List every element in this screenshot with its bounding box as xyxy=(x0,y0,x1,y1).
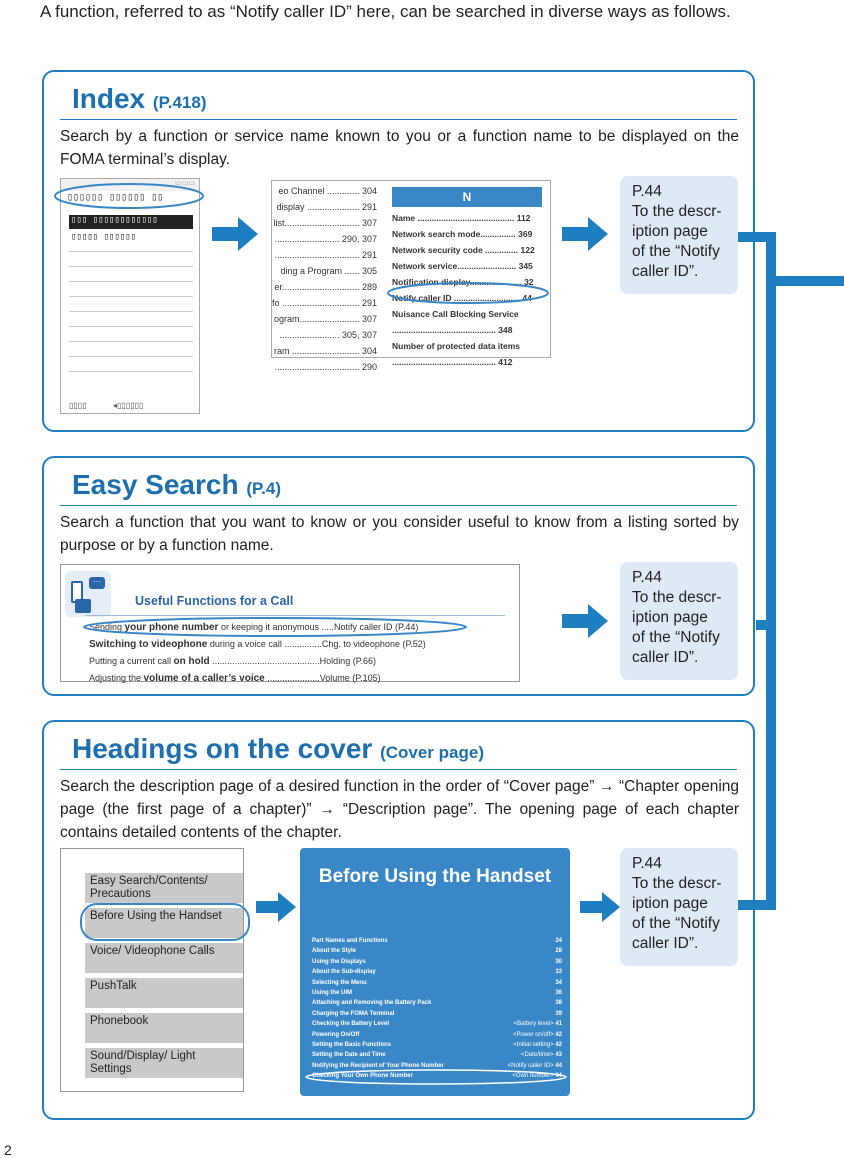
cover-panel xyxy=(42,720,755,1120)
index-entry: list.............................. 307 xyxy=(273,218,377,228)
card-line: caller ID”. xyxy=(632,263,699,280)
toc-row xyxy=(312,936,562,946)
index-entry: .................................. 291 xyxy=(274,250,377,260)
connector-line xyxy=(776,276,844,286)
toc-row xyxy=(312,946,562,956)
index-panel xyxy=(42,70,755,432)
arrow-right-icon xyxy=(562,604,608,638)
toc-row xyxy=(312,1040,562,1050)
toc-title: Notifying the Recipient of Your Phone Number xyxy=(312,1062,444,1069)
toc-page-number: 30 xyxy=(555,958,562,965)
toc-title: Selecting the Menu xyxy=(312,979,367,986)
row-ref: (P.52) xyxy=(402,639,426,649)
card-line: iption page xyxy=(632,895,708,912)
index-entry: .................................. 290 xyxy=(274,362,377,372)
toc-tag: <Notify caller ID> xyxy=(507,1062,556,1069)
cover-title-text: Headings on the cover xyxy=(72,733,373,764)
arrow-right-icon xyxy=(580,892,620,922)
toc-tag: <Battery level> xyxy=(513,1021,556,1028)
row-text: Sending xyxy=(89,622,125,632)
function-row xyxy=(89,670,519,687)
easy-ref: (P.4) xyxy=(246,479,282,498)
cover-desc: Search the description page of a desired function in the order of “Cover page” → “Chapter opening page (the first page of a chapter)” → “Description page”. The opening page of each chapter contains detailed contents of the chapter. xyxy=(60,778,739,841)
index-entry: display ..................... 291 xyxy=(276,202,377,212)
card-line: To the descr- xyxy=(632,203,722,220)
index-entry: ............................................ 348 xyxy=(392,325,513,335)
phone-menu-title: ▯▯▯▯▯▯ ▯▯▯▯▯▯ ▯▯ xyxy=(67,192,164,203)
toc-row xyxy=(312,1050,562,1060)
page-ref-card[interactable] xyxy=(620,176,738,294)
toc-row xyxy=(312,998,562,1008)
index-letter-header: N xyxy=(392,187,542,207)
cover-image xyxy=(60,848,244,1092)
function-row xyxy=(89,653,519,670)
toc-title: Checking the Battery Level xyxy=(312,1021,390,1028)
index-left-column xyxy=(272,183,377,375)
row-text: .....................Volume xyxy=(264,673,353,683)
easy-search-panel xyxy=(42,456,755,696)
easy-title xyxy=(72,469,281,501)
toc-tag: <Own number> xyxy=(512,1073,556,1080)
index-entry: ogram........................ 307 xyxy=(273,314,377,324)
toc-row xyxy=(312,1019,562,1029)
row-keyword: your phone number xyxy=(124,622,219,633)
toc-title: Charging the FOMA Terminal xyxy=(312,1010,395,1017)
arrow-right-icon xyxy=(562,217,608,251)
index-entry: er............................... 289 xyxy=(274,282,377,292)
toc-page-number: 44 xyxy=(555,1062,562,1069)
chapter-page-image xyxy=(300,848,570,1096)
index-entry: Nuisance Call Blocking Service xyxy=(392,309,519,319)
highlight-circle xyxy=(79,902,251,942)
toc-row xyxy=(312,988,562,998)
toc-row xyxy=(312,1030,562,1040)
easy-title-text: Easy Search xyxy=(72,469,239,500)
index-ref: (P.418) xyxy=(152,93,207,112)
toc-page-number: 42 xyxy=(555,1042,562,1049)
toc-title: About the Sub-display xyxy=(312,969,376,976)
toc-page xyxy=(555,1009,562,1019)
toc-page xyxy=(555,967,562,977)
toc-page xyxy=(521,1050,562,1060)
toc-page xyxy=(555,978,562,988)
card-line: iption page xyxy=(632,223,708,240)
index-title xyxy=(72,83,206,115)
phone-list-line xyxy=(69,326,193,327)
phone-screen-image xyxy=(60,178,200,414)
toc-page-number: 38 xyxy=(555,1000,562,1007)
phone-row: ▯▯▯▯▯ ▯▯▯▯▯▯ xyxy=(71,232,137,242)
cover-tab: PushTalk xyxy=(85,978,243,1008)
toc-page-number: 34 xyxy=(555,979,562,986)
card-line: iption page xyxy=(632,609,708,626)
title-rule xyxy=(60,119,737,120)
page-ref-card[interactable] xyxy=(620,562,738,680)
index-entry: Notify caller ID ............................ 44 xyxy=(392,293,532,303)
toc-page xyxy=(555,946,562,956)
highlight-circle xyxy=(82,616,468,638)
intro-text: A function, referred to as “Notify caller ID” here, can be searched in diverse ways as follows. xyxy=(40,2,731,21)
toc-page xyxy=(555,957,562,967)
index-entry: ding a Program ...... 305 xyxy=(280,266,377,276)
phone-list-line xyxy=(69,251,193,252)
toc-page-number: 28 xyxy=(555,948,562,955)
toc-title: Setting the Date and Time xyxy=(312,1052,386,1059)
easy-desc: Search a function that you want to know or you consider useful to know from a listing sorted by purpose or by a function name. xyxy=(60,514,739,554)
index-entry: Network security code .............. 122 xyxy=(392,245,535,255)
title-rule xyxy=(60,769,737,770)
cover-tab: Easy Search/Contents/ Precautions xyxy=(85,873,243,903)
card-line: caller ID”. xyxy=(632,935,699,952)
toc-page-number: 43 xyxy=(555,1052,562,1059)
cover-tab: Voice/ Videophone Calls xyxy=(85,943,243,973)
toc-title: Powering On/Off xyxy=(312,1031,360,1038)
toc-page xyxy=(513,1040,562,1050)
arrow-right-icon xyxy=(212,217,258,251)
index-entry: fo ............................... 291 xyxy=(272,298,378,308)
toc-page xyxy=(555,998,562,1008)
title-rule xyxy=(60,505,737,506)
phone-icon: ··· xyxy=(65,571,111,617)
index-entry: Network service......................... 345 xyxy=(392,261,533,271)
row-ref: (P.44) xyxy=(395,622,419,632)
page-ref-card[interactable] xyxy=(620,848,738,966)
toc-tag: <Power on/off> xyxy=(513,1031,556,1038)
row-keyword: volume of a caller’s voice xyxy=(143,673,265,684)
toc-row xyxy=(312,1009,562,1019)
connector-line xyxy=(756,620,776,630)
toc-title: Using the Displays xyxy=(312,958,366,965)
card-line: of the “Notify xyxy=(632,629,720,646)
page-number: 2 xyxy=(4,1142,12,1158)
phone-status-bar: ▭▭▭ xyxy=(61,179,199,191)
toc-tag: <Date/time> xyxy=(520,1052,556,1059)
card-line: of the “Notify xyxy=(632,243,720,260)
row-text: Putting a current call xyxy=(89,656,174,666)
row-text: during a voice call ...............Chg. to videophone xyxy=(207,639,403,649)
index-entry: ram ........................... 304 xyxy=(273,346,377,356)
toc-page-number: 24 xyxy=(555,938,562,944)
row-keyword: Switching to videophone xyxy=(89,639,208,650)
highlight-circle xyxy=(53,182,205,210)
toc-page-number: 41 xyxy=(555,1021,562,1028)
toc-page-number: 44 xyxy=(555,1073,562,1080)
cover-ref: (Cover page) xyxy=(380,743,484,762)
index-entry: Notification display...................... 32 xyxy=(392,277,534,287)
row-text: Adjusting the xyxy=(89,673,144,683)
toc-title: Attaching and Removing the Battery Pack xyxy=(312,1000,432,1007)
row-ref: (P.66) xyxy=(352,656,377,666)
phone-highlight-row: ▯▯▯ ▯▯▯▯▯▯▯▯▯▯▯▯ xyxy=(69,215,193,229)
card-line: P.44 xyxy=(632,569,662,586)
cover-tab: Sound/Display/ Light Settings xyxy=(85,1048,243,1078)
toc-row xyxy=(312,978,562,988)
phone-list-line xyxy=(69,296,193,297)
arrow-right-icon xyxy=(256,892,296,922)
chapter-title: Before Using the Handset xyxy=(318,866,552,887)
cover-tab: Phonebook xyxy=(85,1013,243,1043)
index-entry: Number of protected data items xyxy=(392,341,520,351)
card-line: To the descr- xyxy=(632,589,722,606)
function-row xyxy=(89,636,519,653)
cover-title xyxy=(72,733,484,765)
toc-row xyxy=(312,957,562,967)
phone-soft-mid: ◂▯▯▯▯▯▯ xyxy=(113,401,144,410)
phone-list-line xyxy=(69,356,193,357)
highlight-circle xyxy=(304,1068,568,1086)
row-keyword: on hold xyxy=(173,656,210,667)
index-entry: Name ......................................... 112 xyxy=(392,213,531,223)
card-line: caller ID”. xyxy=(632,649,699,666)
card-line: of the “Notify xyxy=(632,915,720,932)
index-entry: eo Channel ............. 304 xyxy=(278,186,377,196)
index-entry: .......................... 290, 307 xyxy=(274,234,377,244)
index-desc: Search by a function or service name known to you or a function name to be displayed on the FOMA terminal’s display. xyxy=(60,128,739,168)
toc-title: Setting the Basic Functions xyxy=(312,1042,392,1049)
phone-list-line xyxy=(69,266,193,267)
phone-soft-left: ▯▯▯▯ xyxy=(69,401,87,410)
chapter-toc xyxy=(312,936,562,1082)
toc-page-number: 42 xyxy=(555,1031,562,1038)
toc-title: Checking Your Own Phone Number xyxy=(312,1073,413,1080)
phone-list-line xyxy=(69,281,193,282)
toc-page-number: 39 xyxy=(555,1010,562,1017)
toc-row xyxy=(312,967,562,977)
toc-page xyxy=(555,988,562,998)
row-text: ...........................................Holding xyxy=(209,656,353,666)
useful-functions-title: Useful Functions for a Call xyxy=(135,594,294,608)
card-line: P.44 xyxy=(632,183,662,200)
cover-tab: Before Using the Handset xyxy=(85,908,243,938)
toc-page-number: 33 xyxy=(555,969,562,976)
card-line: To the descr- xyxy=(632,875,722,892)
connector-line xyxy=(766,232,776,910)
row-text: or keeping it anonymous .....Notify caller ID xyxy=(218,622,396,632)
toc-title: Using the UIM xyxy=(312,990,352,997)
toc-page-number: 36 xyxy=(555,990,562,997)
index-entry: Network search mode............... 369 xyxy=(392,229,533,239)
highlight-circle xyxy=(386,281,551,305)
toc-tag: <Initial setting> xyxy=(513,1042,556,1049)
connector-line xyxy=(738,900,776,910)
phone-list-line xyxy=(69,311,193,312)
toc-page xyxy=(513,1030,562,1040)
index-entry: ............................................ 412 xyxy=(392,357,513,367)
toc-title: About the Style xyxy=(312,948,357,955)
toc-page xyxy=(555,936,562,946)
row-ref: (P.105) xyxy=(352,673,381,683)
toc-title: Part Names and Functions xyxy=(312,938,388,944)
phone-list-line xyxy=(69,371,193,372)
index-title-text: Index xyxy=(72,83,146,114)
index-table-image xyxy=(271,180,551,372)
card-line: P.44 xyxy=(632,855,662,872)
toc-page xyxy=(514,1019,562,1029)
index-entry: ........................ 305, 307 xyxy=(279,330,377,340)
phone-list-line xyxy=(69,341,193,342)
